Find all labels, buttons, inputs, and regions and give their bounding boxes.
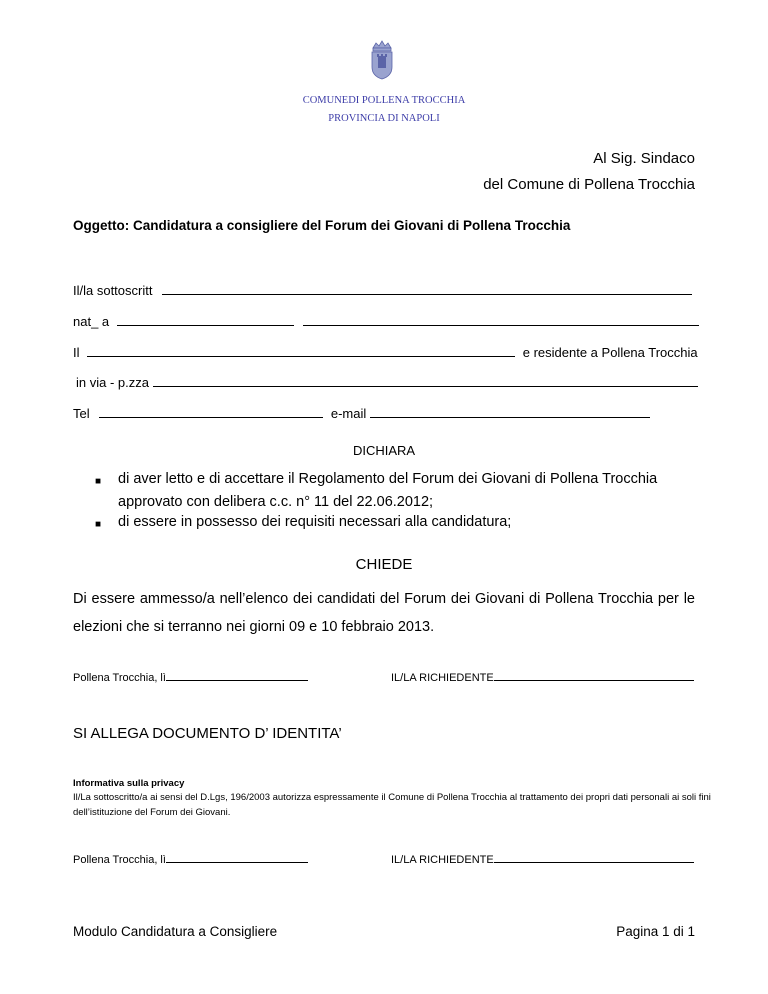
footer-title: Modulo Candidatura a Consigliere bbox=[73, 924, 278, 939]
tel-label: Tel bbox=[73, 406, 90, 421]
phone-field[interactable] bbox=[99, 405, 323, 418]
declaration-item-1-line-2: approvato con delibera c.c. n° 11 del 22.06.2012; bbox=[118, 494, 434, 510]
request-title: CHIEDE bbox=[355, 556, 413, 573]
request-text: Di essere ammesso/a nell’elenco dei candidati del Forum dei Giovani di Pollena Trocchia per le elezioni che si terranno nei giorni 09 e 10 febbraio 2013. bbox=[73, 591, 695, 635]
email-field[interactable] bbox=[370, 405, 650, 418]
birthdate-field[interactable] bbox=[87, 344, 515, 357]
email-label: e-mail bbox=[330, 406, 367, 421]
nato-label: nat_ a bbox=[73, 314, 110, 329]
applicant-label: IL/LA RICHIEDENTE bbox=[391, 672, 494, 684]
applicant-signature-field-2[interactable] bbox=[494, 852, 694, 863]
declaration-item-1-line-1: di aver letto e di accettare il Regolamento del Forum dei Giovani di Pollena Trocchia bbox=[118, 471, 658, 487]
form-row-birthplace bbox=[73, 313, 699, 329]
privacy-text: Il/La sottoscritto/a ai sensi del D.Lgs, 196/2003 autorizza espressamente il Comune di Pollena Trocchia al trattamento dei propri dati personali ai soli fini dell’istituzione del Forum dei Giovani. bbox=[73, 792, 711, 818]
birthplace-field[interactable] bbox=[117, 313, 294, 326]
signature-applicant-row-2 bbox=[391, 852, 694, 866]
declaration-item-2: di essere in possesso dei requisiti necessari alla candidatura; bbox=[118, 514, 512, 530]
form-row-contacts bbox=[73, 405, 650, 421]
declaration-title: DICHIARA bbox=[352, 443, 416, 458]
bullet-icon: ■ bbox=[95, 519, 102, 530]
il-label: Il bbox=[73, 345, 80, 360]
municipality-name: COMUNEDI POLLENA TROCCHIA bbox=[302, 95, 466, 106]
applicant-label-2: IL/LA RICHIEDENTE bbox=[391, 854, 494, 866]
address-field[interactable] bbox=[153, 374, 698, 387]
name-field[interactable] bbox=[162, 282, 692, 295]
place-date-label: Pollena Trocchia, lì bbox=[73, 672, 166, 684]
province-name: PROVINCIA DI NAPOLI bbox=[328, 113, 440, 124]
sottoscritto-label: Il/la sottoscritt bbox=[73, 283, 153, 298]
signature-place-row-2 bbox=[73, 852, 308, 866]
subject-line: Oggetto: Candidatura a consigliere del Forum dei Giovani di Pollena Trocchia bbox=[73, 218, 571, 233]
residente-label: e residente a Pollena Trocchia bbox=[522, 345, 698, 360]
applicant-signature-field[interactable] bbox=[494, 670, 694, 681]
coat-of-arms-icon bbox=[369, 40, 395, 80]
attachment-note: SI ALLEGA DOCUMENTO D’ IDENTITA’ bbox=[73, 725, 342, 742]
addressee-line-1: Al Sig. Sindaco bbox=[593, 150, 695, 167]
via-label: in via - p.zza bbox=[76, 375, 149, 390]
place-date-field-2[interactable] bbox=[166, 852, 308, 863]
bullet-icon: ■ bbox=[95, 476, 102, 487]
form-row-birthdate bbox=[73, 344, 698, 360]
addressee-line-2: del Comune di Pollena Trocchia bbox=[483, 176, 695, 193]
place-date-field[interactable] bbox=[166, 670, 308, 681]
privacy-title: Informativa sulla privacy bbox=[73, 778, 185, 789]
signature-place-row bbox=[73, 670, 308, 684]
page-number: Pagina 1 di 1 bbox=[616, 924, 695, 939]
birthplace-extra-field[interactable] bbox=[303, 313, 699, 326]
place-date-label-2: Pollena Trocchia, lì bbox=[73, 854, 166, 866]
form-row-address bbox=[73, 374, 698, 390]
form-row-name bbox=[73, 282, 692, 298]
signature-applicant-row bbox=[391, 670, 694, 684]
